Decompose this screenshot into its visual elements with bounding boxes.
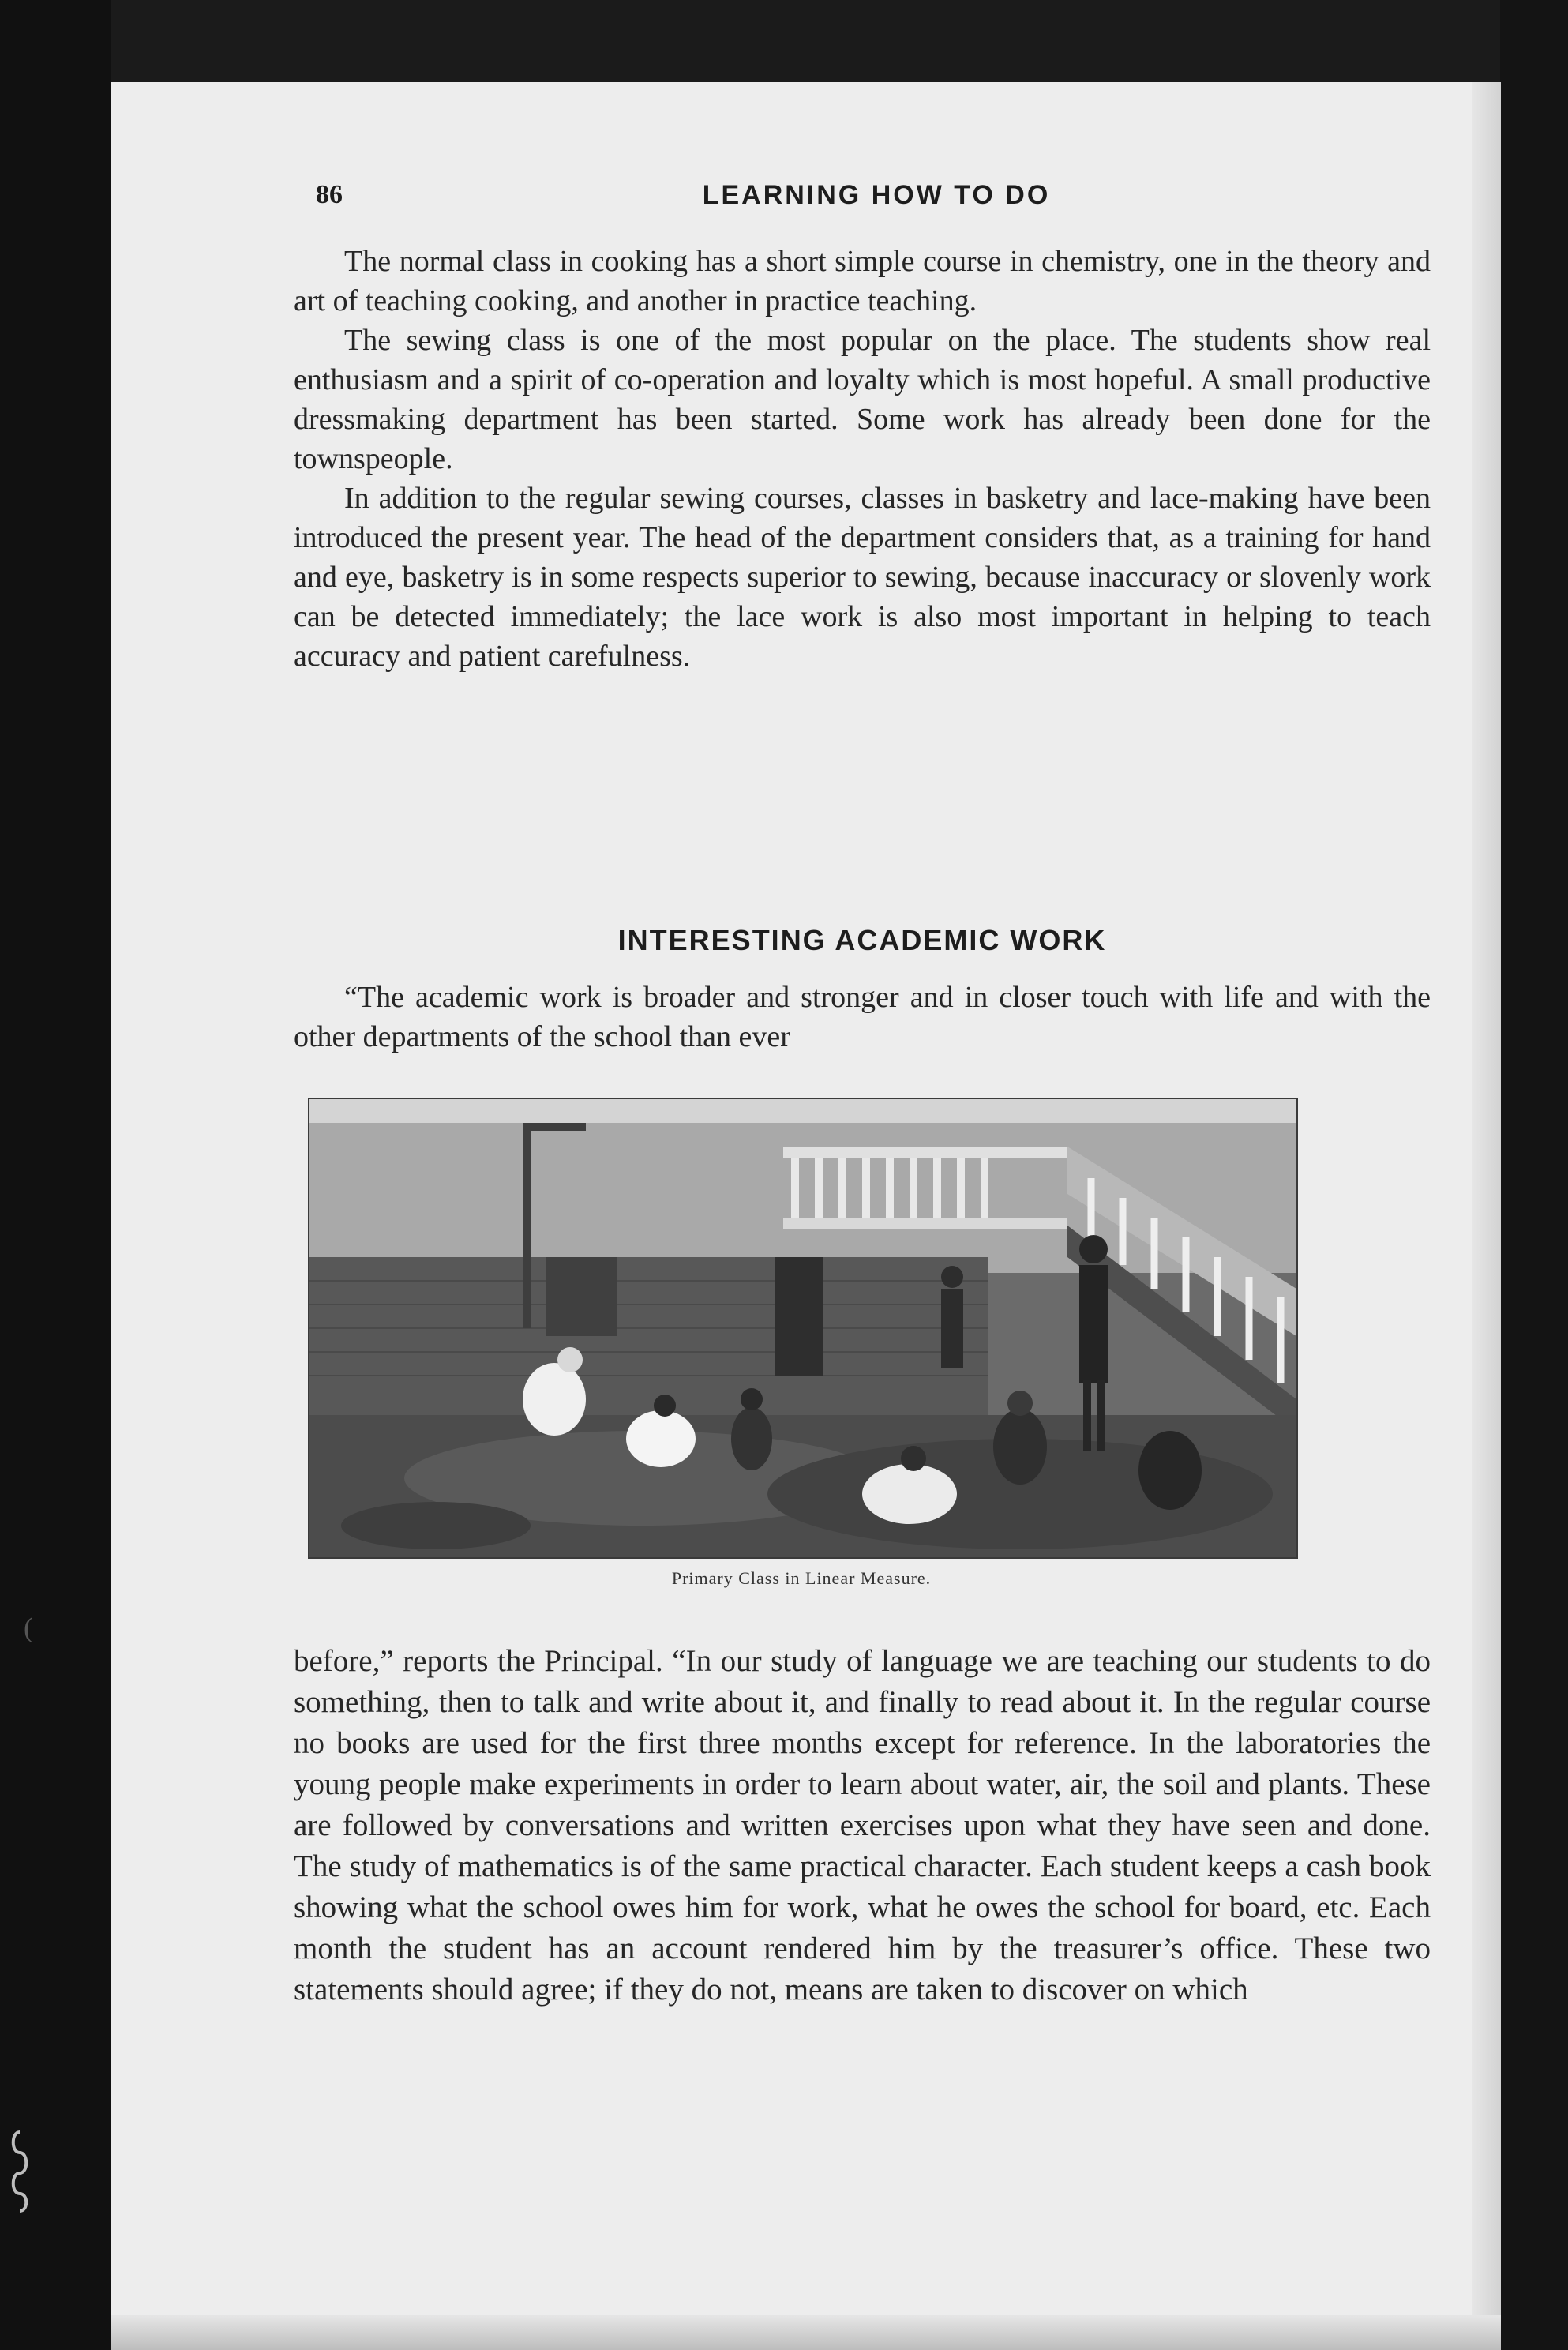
paragraph-cooking: The normal class in cooking has a short simple course in chemistry, one in the theory and art of teaching cooking, and another in practice teaching. — [294, 245, 1431, 317]
page-number: 86 — [316, 180, 343, 209]
photo-caption: Primary Class in Linear Measure. — [671, 1568, 932, 1588]
paragraph-sewing: The sewing class is one of the most popular on the place. The students show real enthusiasm and a spirit of co-operation and loyalty which is most hopeful. A small productive dressmaking department has been started. Some work has already been done for the townspeople. — [294, 324, 1431, 475]
paragraph-principal-report: before,” reports the Principal. “In our study of language we are teaching our students to do something, then to talk and write about it, and finally to read about it. In the regular course no books are used for the first three months except for reference. In the laboratories the young people make experiments in order to learn about water, air, the soil and plants. These are followed by conversations and written exercises upon what they have seen and done. The study of mathematics is of the same practical character. Each student keeps a cash book showing what the school owes him for work, what he owes the school for board, etc. Each month the student has an account rendered him by the treasurer’s office. These two statements should agree; if they do not, means are taken to discover on which — [294, 1644, 1431, 2007]
page-header — [316, 180, 1437, 227]
photograph-image — [309, 1099, 1296, 1557]
paragraph-academic-intro: “The academic work is broader and stronger and in closer touch with life and with the other departments of the school than ever — [294, 981, 1431, 1053]
scan-background-left — [0, 0, 111, 2350]
section-heading: INTERESTING ACADEMIC WORK — [617, 924, 1107, 956]
paragraph-basketry: In addition to the regular sewing courses, classes in basketry and lace-making have been introduced the present year. The head of the department considers that, as a training for hand and eye, basketry is in some respects superior to sewing, because inaccuracy or slovenly work can be detected immediately; the lace work is also most important in helping to teach accuracy and patient carefulness. — [294, 482, 1431, 673]
scan-background-right — [1500, 0, 1568, 2350]
binding-clip-icon — [8, 2129, 32, 2216]
page-bottom-shadow — [111, 2315, 1501, 2350]
body-text-bottom — [294, 1641, 1431, 2010]
body-text-top — [294, 242, 1431, 676]
margin-mark: ( — [24, 1612, 33, 1643]
body-text-middle — [294, 978, 1431, 1057]
running-head: LEARNING HOW TO DO — [702, 180, 1051, 210]
photograph — [308, 1098, 1298, 1559]
page-fold-shadow — [1472, 82, 1501, 2350]
